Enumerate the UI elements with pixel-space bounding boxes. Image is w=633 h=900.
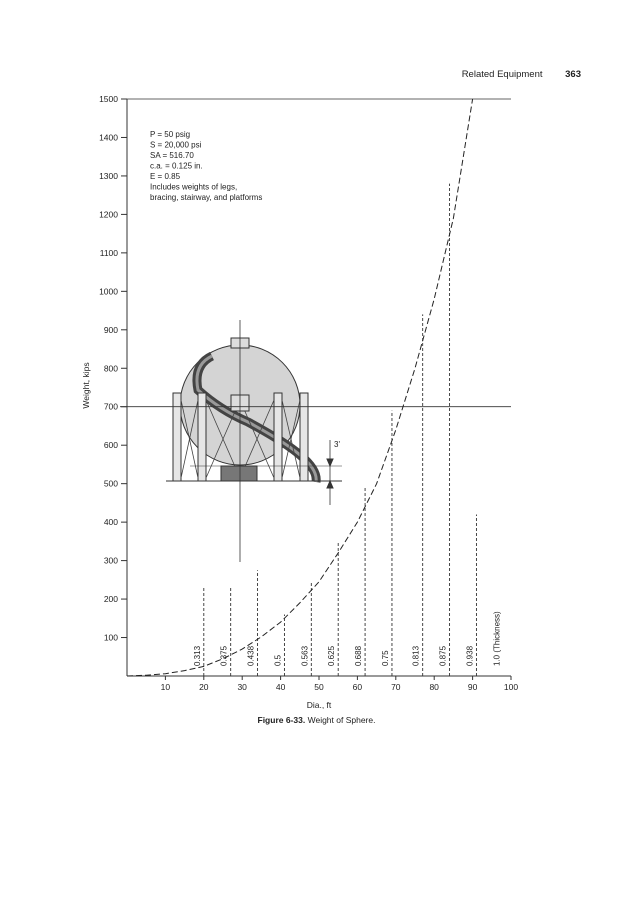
annotation-line: S = 20,000 psi (150, 140, 202, 150)
y-tick-label: 1200 (99, 209, 118, 220)
thickness-label: 0.438 (246, 645, 256, 666)
y-axis-label: Weight, kips (81, 362, 91, 409)
y-tick-label: 700 (103, 401, 118, 412)
thickness-label: 0.688 (354, 645, 364, 666)
dimension-label: 3' (334, 440, 340, 449)
y-tick-label: 200 (103, 594, 118, 605)
dimension-arrow-down (327, 459, 333, 466)
x-axis-label: Dia., ft (306, 700, 332, 710)
x-tick-label: 80 (429, 682, 439, 692)
y-tick-label: 1100 (99, 247, 118, 258)
figure-label: Figure 6-33. (257, 715, 306, 725)
x-tick-label: 10 (160, 682, 171, 692)
x-tick-label: 100 (503, 682, 519, 692)
base-block (221, 466, 257, 481)
annotation-line: Includes weights of legs, (150, 182, 238, 192)
x-tick-label: 20 (199, 682, 209, 692)
x-tick-label: 70 (391, 682, 401, 692)
thickness-label: 0.375 (219, 645, 229, 666)
y-tick-label: 600 (103, 440, 118, 451)
thickness-label: 0.938 (465, 645, 475, 666)
y-tick-label: 1300 (99, 170, 118, 181)
thickness-label: 0.625 (327, 645, 337, 666)
annotation-line: c.a. = 0.125 in. (150, 161, 203, 171)
thickness-label: 0.813 (411, 645, 421, 666)
annotation-line: bracing, stairway, and platforms (150, 193, 263, 202)
y-tick-label: 1400 (99, 132, 118, 143)
y-tick-label: 400 (103, 517, 118, 528)
running-title: Related Equipment (461, 69, 543, 80)
y-tick-label: 300 (103, 555, 118, 566)
y-tick-label: 800 (103, 363, 118, 374)
dimension-arrow-up (327, 481, 333, 488)
thickness-label: 0.875 (438, 645, 448, 666)
x-tick-label: 40 (275, 682, 286, 692)
thickness-label: 0.75 (380, 650, 390, 666)
x-tick-label: 30 (237, 682, 247, 692)
y-tick-label: 900 (103, 324, 118, 335)
y-tick-label: 1000 (99, 286, 118, 297)
thickness-label: 0.563 (300, 645, 310, 666)
annotation-line: SA = 516.70 (150, 151, 194, 160)
y-tick-label: 1500 (99, 94, 118, 104)
thickness-label: 0.313 (192, 645, 202, 666)
y-tick-label: 100 (103, 632, 118, 643)
x-tick-label: 50 (314, 682, 324, 692)
thickness-label: 1.0 (Thickness) (492, 611, 502, 666)
x-tick-label: 60 (352, 682, 363, 692)
y-tick-label: 500 (103, 478, 118, 489)
page-number: 363 (565, 69, 581, 80)
figure-caption (0, 715, 633, 725)
figure-caption-text: Weight of Sphere. (307, 715, 376, 725)
annotation-line: E = 0.85 (150, 172, 181, 181)
x-tick-label: 90 (467, 682, 478, 692)
sphere-sketch (166, 320, 342, 562)
thickness-label: 0.5 (273, 654, 283, 666)
annotation-line: P = 50 psig (150, 130, 191, 139)
